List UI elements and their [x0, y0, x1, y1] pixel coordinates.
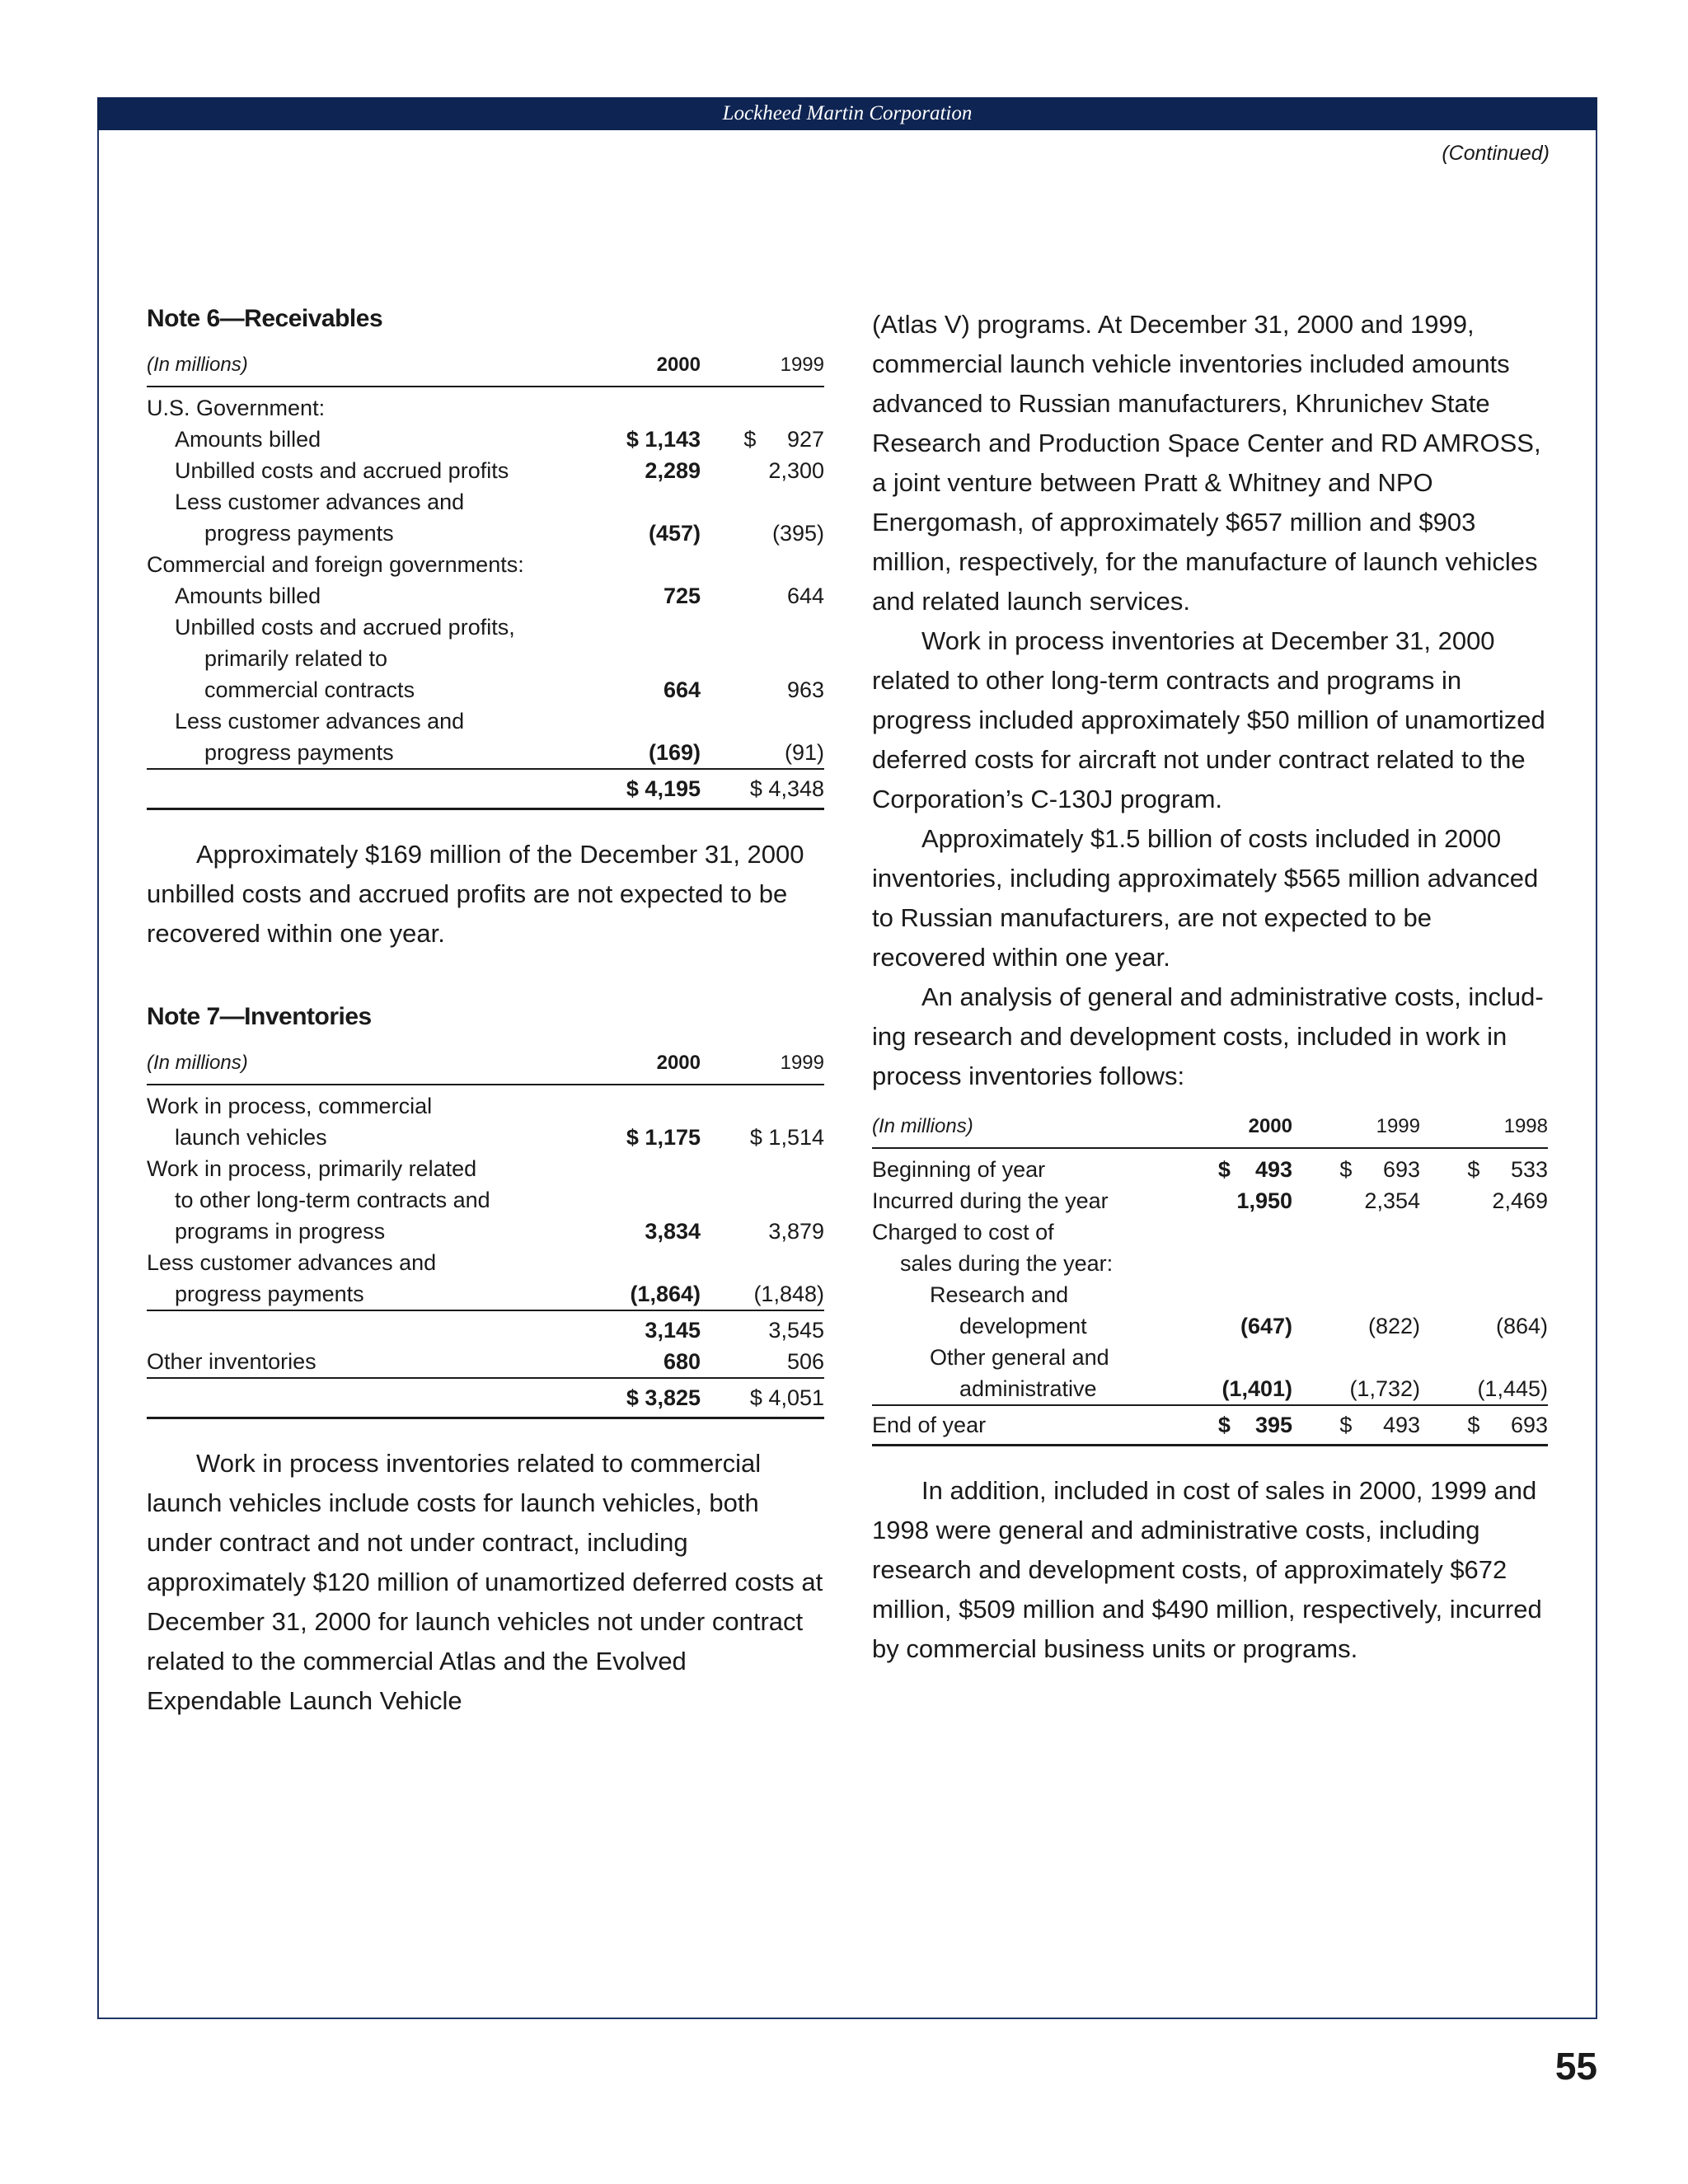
total-2000: $ 4,195	[593, 769, 701, 809]
table-row: Amounts billed 725 644	[175, 583, 824, 608]
table-row: Other inventories 680 506	[147, 1349, 824, 1374]
continued-label: (Continued)	[1442, 142, 1550, 165]
company-name: Lockheed Martin Corporation	[722, 102, 973, 124]
units-label: (In millions)	[147, 349, 593, 387]
table-row: development (647) (822) (864)	[959, 1314, 1548, 1338]
table-row: Less customer advances and	[175, 490, 465, 514]
right-paragraph-4: An analysis of general and administrative costs, including research and development costs, included in work in process inventories follows:	[872, 982, 1544, 1090]
table-row: administrative (1,401) (1,732) (1,445)	[959, 1376, 1548, 1401]
note6-title: Note 6—Receivables	[147, 305, 383, 332]
table-row: progress payments (169) (91)	[204, 740, 824, 765]
table-row: Beginning of year $ 493 $ 693 $ 533	[872, 1157, 1548, 1182]
col-2000: 2000	[1177, 1111, 1292, 1148]
table-row: to other long-term contracts and	[175, 1188, 490, 1212]
table-row: Work in process, primarily related	[147, 1156, 477, 1181]
table-row: sales during the year:	[900, 1251, 1114, 1276]
table-row: Commercial and foreign governments:	[147, 552, 524, 577]
table-row: programs in progress 3,834 3,879	[175, 1219, 824, 1244]
left-column	[147, 305, 824, 1721]
total-row	[147, 769, 824, 809]
col-2000: 2000	[593, 1047, 701, 1085]
col-1999: 1999	[1292, 1111, 1420, 1148]
table-row: Research and	[930, 1282, 1069, 1307]
subtotal-1999: 3,545	[701, 1310, 824, 1346]
right-column	[872, 305, 1548, 1669]
table-row: U.S. Government:	[147, 396, 326, 420]
table-row: commercial contracts 664 963	[204, 677, 824, 702]
table-row: Unbilled costs and accrued profits,	[175, 615, 515, 640]
table-row: progress payments (1,864) (1,848)	[175, 1282, 824, 1306]
col-1999: 1999	[701, 349, 824, 387]
total-1999: $ 4,348	[701, 769, 824, 809]
table-header-row	[147, 349, 824, 387]
table-row: primarily related to	[204, 646, 388, 671]
header-bar	[97, 97, 1597, 130]
table-header-row	[872, 1111, 1548, 1148]
table-row: Work in process, commercial	[147, 1094, 433, 1118]
units-label: (In millions)	[872, 1111, 1177, 1148]
table-row: launch vehicles $ 1,175 $ 1,514	[175, 1125, 824, 1150]
table-row: Less customer advances and	[175, 709, 465, 733]
table-row: progress payments (457) (395)	[204, 521, 824, 546]
units-label: (In millions)	[147, 1047, 593, 1085]
table-row: Less customer advances and	[147, 1250, 437, 1275]
subtotal-row	[147, 1310, 824, 1346]
right-paragraph-3: Approximately $1.5 billion of costs included in 2000 inventories, including approximately $565 million advanced to Russian manufacturers, are not expected to be recovered within one year.	[872, 824, 1539, 972]
right-paragraph-1: (Atlas V) programs. At December 31, 2000 and 1999, commercial launch vehicle inventories included amounts advanced to Russian manufacturers, Khrunichev State Research and Production Space Center and RD AMROSS, a joint venture between Pratt & Whitney and NPO Energomash, of approximately $657 million and $903 million, respectively, for the manufacture of launch vehicles and related launch services.	[872, 310, 1541, 616]
col-1998: 1998	[1420, 1111, 1548, 1148]
ga-costs-table	[872, 1111, 1548, 1446]
col-2000: 2000	[593, 349, 701, 387]
note7-paragraph: Work in process inventories related to commercial launch vehicles include costs for launch vehicles, both under contract and not under contract, including approximately $120 million of unamortized deferred costs at December 31, 2000 for launch vehicles not under contract related to the commercial Atlas and the Evolved Expendable Launch Vehicle	[147, 1449, 823, 1715]
table-row: Amounts billed $ 1,143 $ 927	[175, 427, 824, 452]
total-1999: $ 4,051	[701, 1378, 824, 1418]
total-2000: $ 3,825	[593, 1378, 701, 1418]
table-row: Unbilled costs and accrued profits 2,289 2,300	[175, 458, 824, 483]
inventories-table	[147, 1047, 824, 1419]
subtotal-2000: 3,145	[593, 1310, 701, 1346]
table-row: Charged to cost of	[872, 1220, 1054, 1244]
col-1999: 1999	[701, 1047, 824, 1085]
note6-paragraph: Approximately $169 million of the December 31, 2000 unbilled costs and accrued profits are not expected to be recovered within one year.	[147, 840, 804, 948]
receivables-table	[147, 349, 824, 810]
right-paragraph-2: Work in process inventories at December 31, 2000 related to other long-term contracts and programs in progress included approximately $50 million of unamortized deferred costs for aircraft not under contract related to the Corporation’s C-130J program.	[872, 626, 1545, 813]
note7-title: Note 7—Inventories	[147, 1003, 372, 1030]
table-row: Incurred during the year 1,950 2,354 2,469	[872, 1188, 1548, 1213]
right-paragraph-5: In addition, included in cost of sales in 2000, 1999 and 1998 were general and administrative costs, including research and development costs, of approximately $672 million, $509 million and $490 million, respectively, incurred by commercial business units or programs.	[872, 1476, 1542, 1663]
total-row	[147, 1378, 824, 1418]
end-of-year-row: End of year $ 395 $ 493 $ 693	[872, 1405, 1548, 1446]
table-header-row	[147, 1047, 824, 1085]
table-row: Other general and	[930, 1345, 1109, 1370]
page-number: 55	[1554, 2045, 1597, 2088]
